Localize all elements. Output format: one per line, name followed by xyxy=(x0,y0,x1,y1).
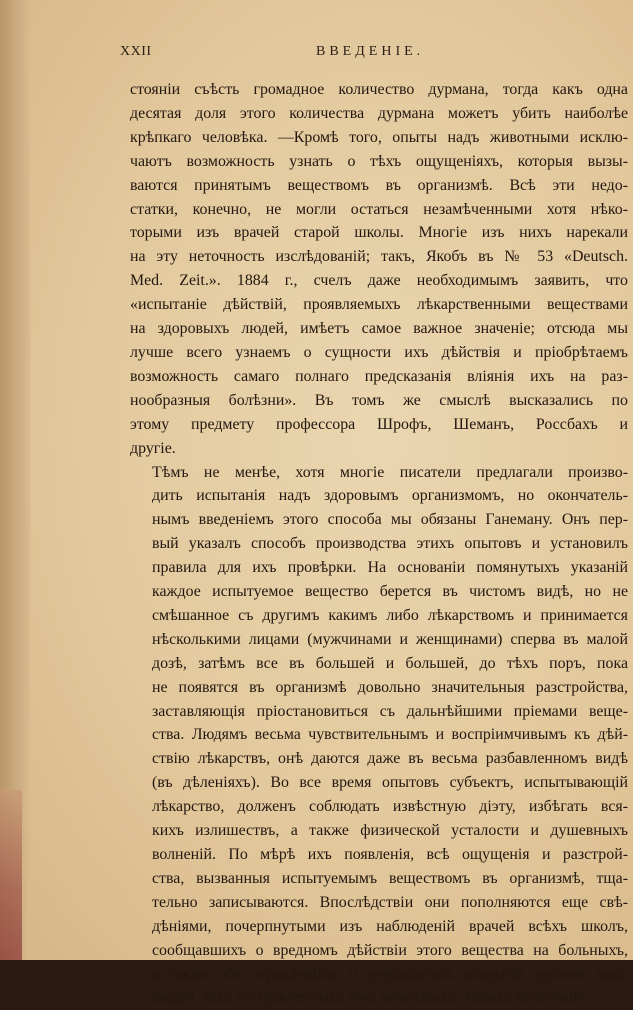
running-header xyxy=(120,44,630,64)
text-line: (въ дѣленіяхъ). Во все время опытовъ субъектъ, испытывающій xyxy=(130,771,628,795)
text-line: ства. Людямъ весьма чувствительнымъ и воспріимчивымъ къ дѣй- xyxy=(130,723,628,747)
text-line: правила для ихъ провѣрки. На основаніи помянутыхъ указаній xyxy=(130,556,628,580)
text-line: вый указалъ способъ производства этихъ опытовъ и установилъ xyxy=(130,532,628,556)
text-line: статки, конечно, не могли остаться незамѣченными хотя нѣко- xyxy=(130,198,628,222)
text-line: нѣсколькими лицами (мужчинами и женщинами) сперва въ малой xyxy=(130,628,628,652)
paragraph-2 xyxy=(130,461,628,1010)
text-line: дѣніями, почерпнутыми изъ наблюденій врачей всѣхъ школъ, xyxy=(130,915,628,939)
body-text xyxy=(130,78,628,1010)
text-line: волненій. По мѣрѣ ихъ появленія, всѣ ощущенія и разстрой- xyxy=(130,843,628,867)
paragraph-1 xyxy=(130,78,628,461)
text-line: не появятся въ организмѣ довольно значительныя разстройства, xyxy=(130,676,628,700)
text-line: другіе. xyxy=(130,437,628,461)
text-line: на здоровыхъ людей, имѣетъ самое важное значеніе; отсюда мы xyxy=(130,317,628,341)
text-line: тельно записываются. Впослѣдствіи они пополняются еще свѣ- xyxy=(130,891,628,915)
text-line: лучше всего узнаемъ о сущности ихъ дѣйствія и пріобрѣтаемъ xyxy=(130,341,628,365)
text-line: этому предмету профессора Шрофъ, Шеманъ, Россбахъ и xyxy=(130,413,628,437)
text-line: каждое испытуемое вещество берется въ чистомъ видѣ, но не xyxy=(130,580,628,604)
text-line: заставляющія пріостановиться съ дальнѣйшими пріемами веще- xyxy=(130,700,628,724)
text-line: ствію лѣкарствъ, онѣ даются даже въ весьма разбавленномъ видѣ xyxy=(130,747,628,771)
text-line: ства, вызванныя испытуемымъ веществомъ въ организмѣ, тща- xyxy=(130,867,628,891)
text-line: десятая доля этого количества дурмана можетъ убить наиболѣе xyxy=(130,102,628,126)
text-line: сообщавшихъ о вредномъ дѣйствіи этого вещества на больныхъ, xyxy=(130,939,628,963)
text-line: лѣкарство, долженъ соблюдать извѣстную діэту, избѣгать вся- xyxy=(130,795,628,819)
header-title: ВВЕДЕНІЕ. xyxy=(316,44,424,60)
page-number: XXII xyxy=(120,44,152,60)
text-line: чаютъ возможность узнать о тѣхъ ощущеніяхъ, которыя вызы- xyxy=(130,150,628,174)
text-line: а также объ отравленіяхъ и результатахъ вскрытія труповъ какъ xyxy=(130,963,628,987)
text-line: дить испытанія надъ здоровымъ организмомъ, но окончатель- xyxy=(130,484,628,508)
text-line: на эту неточность изслѣдованій; такъ, Якобъ въ № 53 «Deutsch. xyxy=(130,245,628,269)
text-line: ваются принятымъ веществомъ въ организмѣ. Всѣ эти недо- xyxy=(130,174,628,198)
text-line: возможность самаго полнаго предсказанія вліянія ихъ на раз- xyxy=(130,365,628,389)
text-line: людей, такъ и отравленныхъ имъ животныхъ. Такихъ испытаній xyxy=(130,986,628,1010)
text-line: смѣшанное съ другимъ какимъ либо лѣкарствомъ и принимается xyxy=(130,604,628,628)
text-line: Тѣмъ не менѣе, хотя многіе писатели предлагали произво- xyxy=(130,461,628,485)
text-line: нымъ введеніемъ этого способа мы обязаны Ганеману. Онъ пер- xyxy=(130,508,628,532)
text-line: кихъ излишествъ, а также физической усталости и душевныхъ xyxy=(130,819,628,843)
text-line: нообразныя болѣзни». Въ томъ же смыслѣ высказались по xyxy=(130,389,628,413)
text-line: Med. Zeit.». 1884 г., счелъ даже необходимымъ заявить, что xyxy=(130,269,628,293)
text-line: крѣпкаго человѣка. —Кромѣ того, опыты надъ животными исклю- xyxy=(130,126,628,150)
library-stamp-edge xyxy=(0,790,22,960)
text-line: «испытаніе дѣйствій, проявляемыхъ лѣкарственными веществами xyxy=(130,293,628,317)
text-line: стояніи съѣсть громадное количество дурмана, тогда какъ одна xyxy=(130,78,628,102)
text-line: дозѣ, затѣмъ все въ большей и большей, до тѣхъ поръ, пока xyxy=(130,652,628,676)
text-line: торыми изъ врачей старой школы. Многіе изъ нихъ нарекали xyxy=(130,221,628,245)
